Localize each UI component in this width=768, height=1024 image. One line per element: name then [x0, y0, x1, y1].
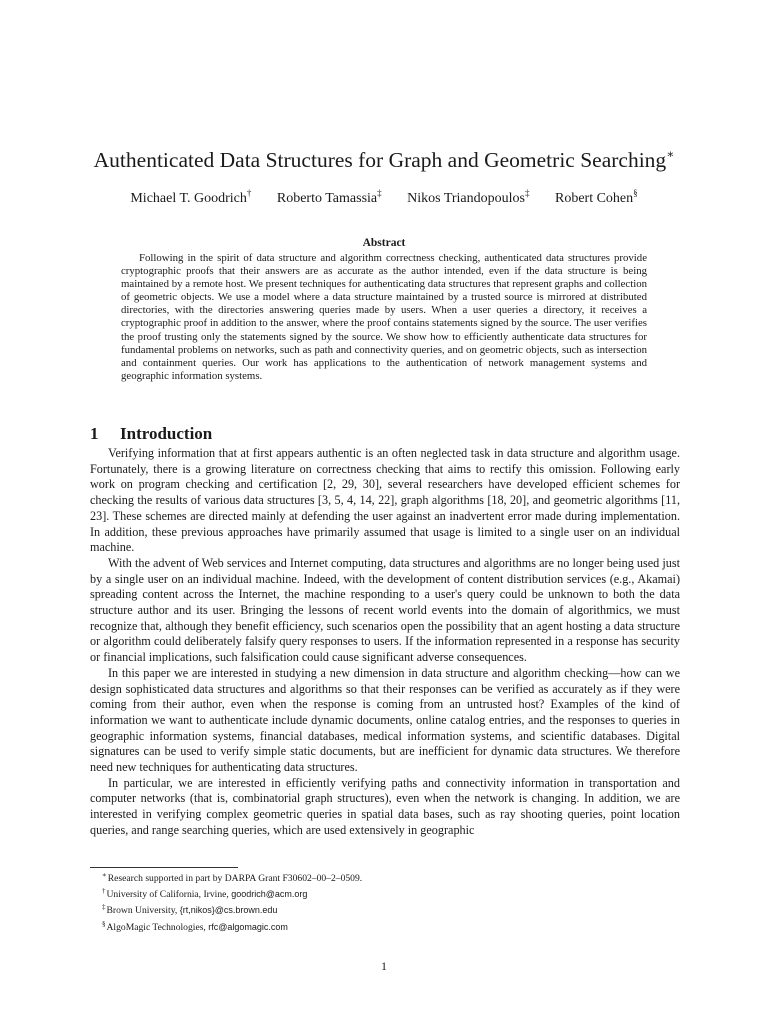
footnote-mark: ‡	[102, 903, 106, 912]
abstract-text: Following in the spirit of data structure and algorithm correctness checking, authenticated data structures provide cryptographic proofs that their answers are as accurate as the author intended, even if the data structure is being maintained by a remote host. We present techniques for authenticating data structures that represent graphs and collection of geometric objects. We use a model where a data structure maintained by a trusted source is mirrored at distributed directories, with the directories answering queries made by users. When a user queries a directory, it receives a cryptographic proof in addition to the answer, where the proof contains statements signed by the source. The user verifies the proof trusting only the statements signed by the source. We show how to efficiently authenticate data structures for fundamental problems on networks, such as path and connectivity queries, and on geometric objects, such as intersection and containment queries. Our work has applications to the authentication of network management systems and geographic information systems.	[121, 252, 647, 382]
author-mark: ‡	[524, 188, 530, 198]
section-number: 1	[90, 424, 99, 443]
author-name: Nikos Triandopoulos	[407, 191, 525, 206]
footnote-mark: ∗	[102, 871, 107, 879]
paper-title	[0, 140, 768, 174]
section-body	[90, 446, 680, 839]
title-footnote-mark: ∗	[666, 147, 675, 161]
footnote	[90, 869, 680, 885]
author-name: Michael T. Goodrich	[130, 191, 247, 206]
footnote-text: University of California, Irvine,	[106, 889, 232, 901]
body-paragraph: With the advent of Web services and Internet computing, data structures and algorithms are no longer being used just by a single user on an individual machine. Indeed, with the development of content distribution services (e.g., Akamai) spreading content across the Internet, the machine responding to a user's query could be unknown to both the data structure author and its user. Bringing the lessons of recent world events into the domain of algorithmics, we must recognize that, although they benefit efficiency, such scenarios open the possibility that an agent hosting a data structure or algorithm could deliberately falsify query responses to users. If the information represented in a response has security or financial implications, such falsification could cause significant adverse consequences.	[90, 555, 680, 665]
author	[555, 183, 638, 209]
footnote-mark: †	[102, 887, 106, 896]
body-paragraph: In this paper we are interested in studying a new dimension in data structure and algorithm checking—how can we design sophisticated data structures and algorithms so that their responses can be verified as accurately as if they were coming from their author, even when the response is coming from an untrusted host? Examples of the kind of information we want to authenticate include dynamic documents, online catalog entries, and the responses to queries in geographic information systems, financial databases, medical information systems, and scientific databases. Digital signatures can be used to verify simple static documents, but are inefficient for dynamic data structures. We therefore need new techniques for authenticating data structures.	[90, 665, 680, 775]
author	[407, 183, 529, 209]
author-mark: †	[246, 188, 252, 198]
footnotes	[90, 869, 680, 934]
footnote-email: rfc@algomagic.com	[208, 921, 288, 932]
author-list	[0, 183, 768, 209]
footnote	[90, 918, 680, 934]
section-title: Introduction	[120, 424, 213, 443]
footnote-text: Research supported in part by DARPA Grant F30602–00–2–0509.	[107, 873, 363, 884]
page-number: 1	[381, 959, 387, 973]
abstract-heading: Abstract	[362, 237, 406, 249]
author-name: Roberto Tamassia	[276, 191, 378, 206]
body-paragraph: Verifying information that at first appears authentic is an often neglected task in data structure and algorithm usage. Fortunately, there is a growing literature on correctness checking that aims to rectify this omission. Following early work on program checking and certification [2, 29, 30], several researchers have developed efficient schemes for checking the results of various data structures [3, 5, 4, 14, 22], graph algorithms [18, 20], and geometric algorithms [11, 23]. These schemes are directed mainly at defending the user against an inadvertent error made during implementation. In addition, these previous approaches have primarily assumed that usage is limited to a single user on an individual machine.	[90, 446, 680, 555]
author	[130, 183, 251, 209]
footnote-email: {rt,nikos}@cs.brown.edu	[179, 905, 278, 916]
footnote	[90, 901, 680, 917]
footnote-text: Brown University,	[106, 905, 180, 917]
footnote-mark: §	[102, 919, 106, 928]
author	[277, 183, 382, 209]
author-mark: ‡	[377, 188, 382, 198]
section-heading	[90, 423, 212, 445]
footnote-rule	[90, 867, 238, 868]
footnote-text: AlgoMagic Technologies,	[106, 921, 209, 933]
paper-title-text: Authenticated Data Structures for Graph and Geometric Searching	[93, 148, 667, 172]
footnote	[90, 885, 680, 901]
author-name: Robert Cohen	[554, 191, 634, 206]
footnote-email: goodrich@acm.org	[231, 889, 308, 900]
body-paragraph: In particular, we are interested in efficiently verifying paths and connectivity information in transportation and computer networks (that is, combinatorial graph structures), even when the network is changing. In addition, we are interested in verifying complex geometric queries in spatial data bases, such as ray shooting queries, point location queries, and range searching queries, which are used extensively in geographic	[90, 775, 680, 837]
author-mark: §	[633, 188, 638, 198]
